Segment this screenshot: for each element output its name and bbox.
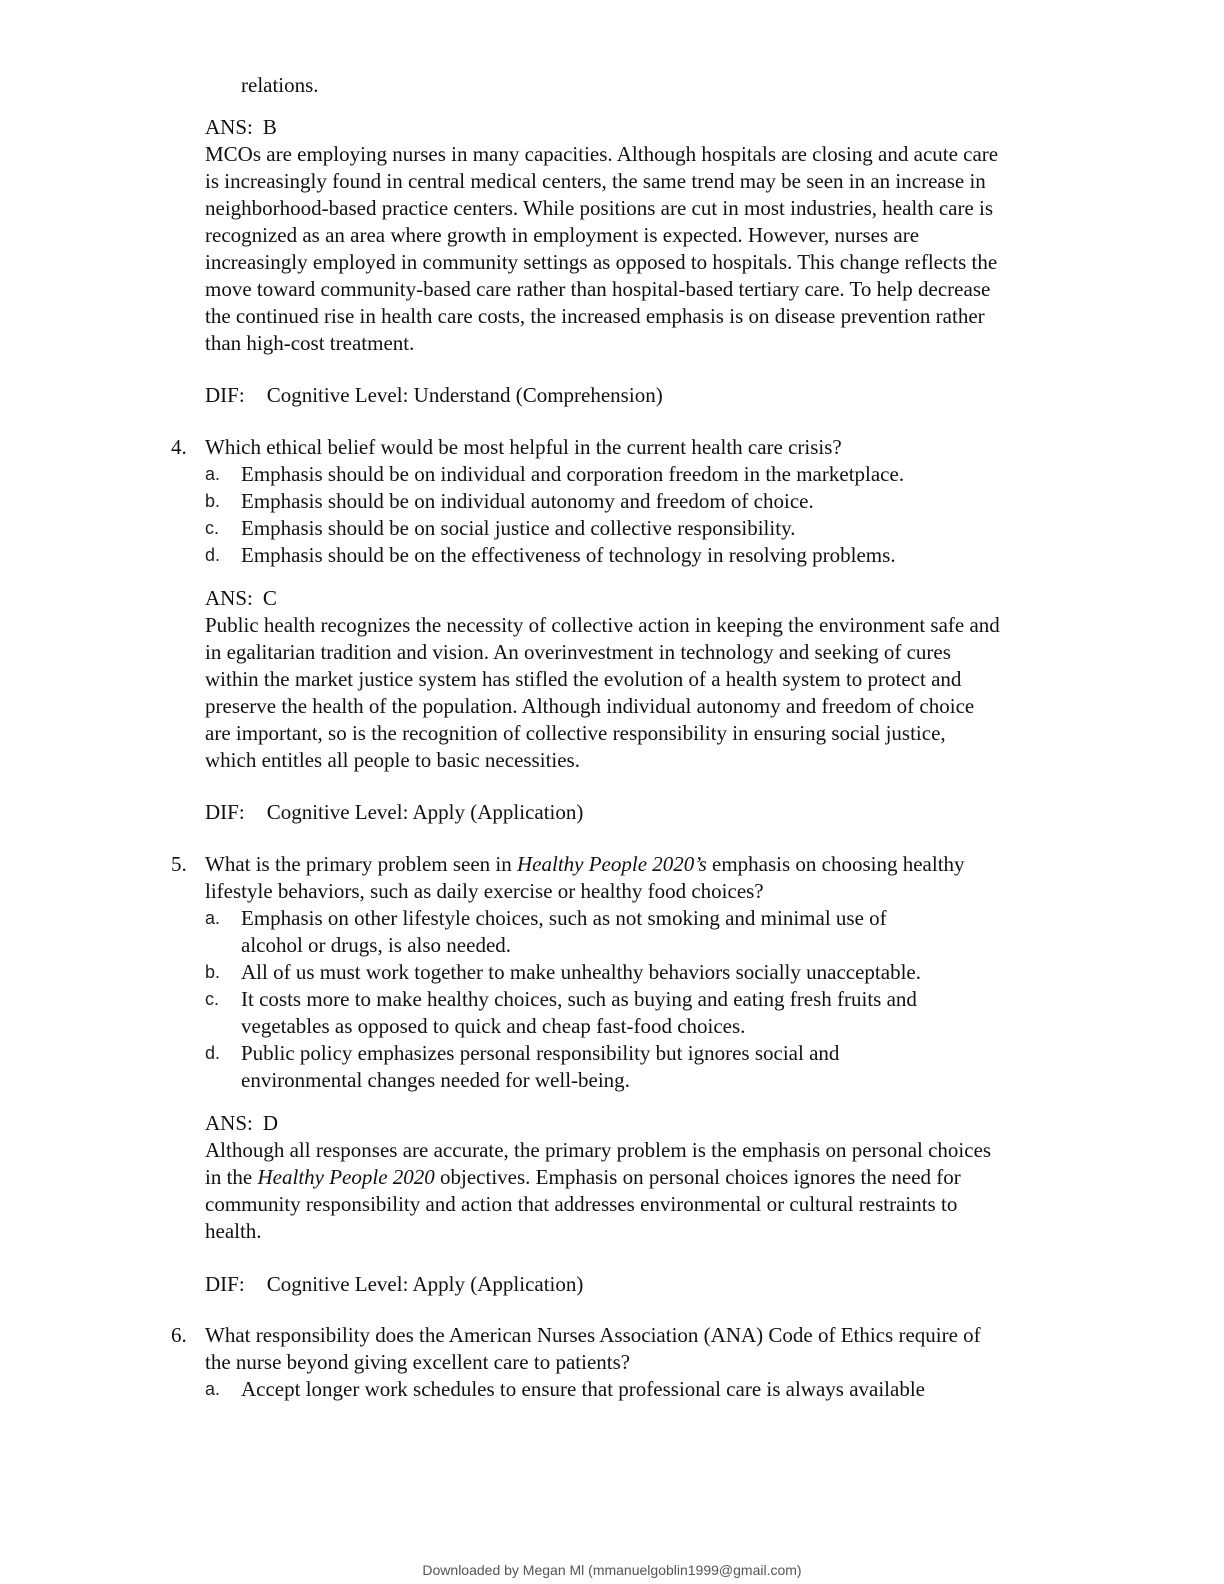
answer — [205, 1110, 278, 1137]
ans-letter: B — [262, 115, 277, 139]
option-text: Accept longer work schedules to ensure that professional care is always available — [241, 1377, 925, 1401]
option-text: Emphasis should be on social justice and collective responsibility. — [241, 516, 796, 540]
question-number: 4. — [171, 435, 187, 459]
option-letter: d. — [205, 1043, 221, 1063]
option-text: Public policy emphasizes personal responsibility but ignores social and — [241, 1041, 840, 1065]
option-letter: d. — [205, 545, 221, 565]
question-stem-line: lifestyle behaviors, such as daily exercise or healthy food choices? — [205, 879, 764, 903]
stem-text: What is the primary problem seen in — [205, 852, 517, 876]
rationale-text: objectives. Emphasis on personal choices ignores the need for — [434, 1165, 961, 1189]
prev-difficulty — [205, 382, 663, 409]
rationale-line: within the market justice system has stifled the evolution of a health system to protect and — [205, 667, 962, 691]
ans-label: ANS: — [205, 115, 253, 139]
rationale-line: which entitles all people to basic necessities. — [205, 748, 580, 772]
prev-answer — [205, 114, 277, 141]
prev-rationale-line: recognized as an area where growth in employment is expected. However, nurses are — [205, 223, 920, 247]
option-text: Emphasis should be on the effectiveness of technology in resolving problems. — [241, 543, 896, 567]
ans-label: ANS: — [205, 1111, 253, 1135]
prev-question-tail: relations. — [241, 73, 319, 97]
dif-level: Cognitive Level: Apply (Application) — [266, 800, 584, 824]
rationale-line: Public health recognizes the necessity of collective action in keeping the environment safe and — [205, 613, 1000, 637]
rationale-line: preserve the health of the population. Although individual autonomy and freedom of choice — [205, 694, 975, 718]
option-text: Emphasis should be on individual and corporation freedom in the marketplace. — [241, 462, 905, 486]
question-stem — [205, 851, 965, 878]
rationale-text: in the — [205, 1165, 258, 1189]
difficulty — [205, 1271, 583, 1298]
question-stem-line: the nurse beyond giving excellent care to patients? — [205, 1350, 631, 1374]
option-text: environmental changes needed for well-being. — [241, 1068, 630, 1092]
rationale-italic: Healthy People 2020 — [257, 1165, 435, 1189]
option-text: Emphasis should be on individual autonomy and freedom of choice. — [241, 489, 814, 513]
ans-label: ANS: — [205, 586, 253, 610]
option-text: vegetables as opposed to quick and cheap fast-food choices. — [241, 1014, 746, 1038]
dif-level: Cognitive Level: Apply (Application) — [266, 1272, 584, 1296]
question-number: 5. — [171, 852, 187, 876]
dif-level: Cognitive Level: Understand (Comprehension) — [266, 383, 663, 407]
option-letter: a. — [205, 908, 221, 928]
ans-letter: C — [262, 586, 277, 610]
answer — [205, 585, 277, 612]
option-letter: c. — [205, 518, 220, 538]
stem-italic: Healthy People 2020’s — [517, 852, 707, 876]
difficulty — [205, 799, 583, 826]
rationale-line: community responsibility and action that addresses environmental or cultural restraints to — [205, 1192, 958, 1216]
option-letter: c. — [205, 989, 220, 1009]
dif-label: DIF: — [205, 383, 245, 407]
prev-rationale-line: than high-cost treatment. — [205, 331, 415, 355]
rationale-line: health. — [205, 1219, 262, 1243]
prev-rationale-line: MCOs are employing nurses in many capacities. Although hospitals are closing and acute care — [205, 142, 999, 166]
option-letter: b. — [205, 962, 221, 982]
prev-rationale-line: neighborhood-based practice centers. While positions are cut in most industries, health care is — [205, 196, 994, 220]
option-letter: a. — [205, 1379, 221, 1399]
dif-label: DIF: — [205, 1272, 245, 1296]
rationale-line — [205, 1164, 961, 1191]
option-text: alcohol or drugs, is also needed. — [241, 933, 512, 957]
rationale-line: Although all responses are accurate, the primary problem is the emphasis on personal choices — [205, 1138, 992, 1162]
ans-letter: D — [262, 1111, 279, 1135]
option-letter: b. — [205, 491, 221, 511]
option-letter: a. — [205, 464, 221, 484]
dif-label: DIF: — [205, 800, 245, 824]
option-text: All of us must work together to make unhealthy behaviors socially unacceptable. — [241, 960, 921, 984]
question-stem: Which ethical belief would be most helpful in the current health care crisis? — [205, 435, 842, 459]
question-number: 6. — [171, 1323, 187, 1347]
download-footer: Downloaded by Megan Ml (mmanuelgoblin1999@gmail.com) — [422, 1562, 802, 1578]
question-stem: What responsibility does the American Nurses Association (ANA) Code of Ethics require of — [205, 1323, 981, 1347]
stem-text: emphasis on choosing healthy — [706, 852, 965, 876]
prev-rationale-line: is increasingly found in central medical centers, the same trend may be seen in an increase in — [205, 169, 986, 193]
option-text: It costs more to make healthy choices, such as buying and eating fresh fruits and — [241, 987, 917, 1011]
prev-rationale-line: the continued rise in health care costs, the increased emphasis is on disease prevention rather — [205, 304, 985, 328]
prev-rationale-line: increasingly employed in community settings as opposed to hospitals. This change reflects the — [205, 250, 998, 274]
rationale-line: are important, so is the recognition of collective responsibility in ensuring social justice, — [205, 721, 946, 745]
rationale-line: in egalitarian tradition and vision. An overinvestment in technology and seeking of cures — [205, 640, 951, 664]
prev-rationale-line: move toward community-based care rather than hospital-based tertiary care. To help decrease — [205, 277, 991, 301]
option-text: Emphasis on other lifestyle choices, such as not smoking and minimal use of — [241, 906, 887, 930]
